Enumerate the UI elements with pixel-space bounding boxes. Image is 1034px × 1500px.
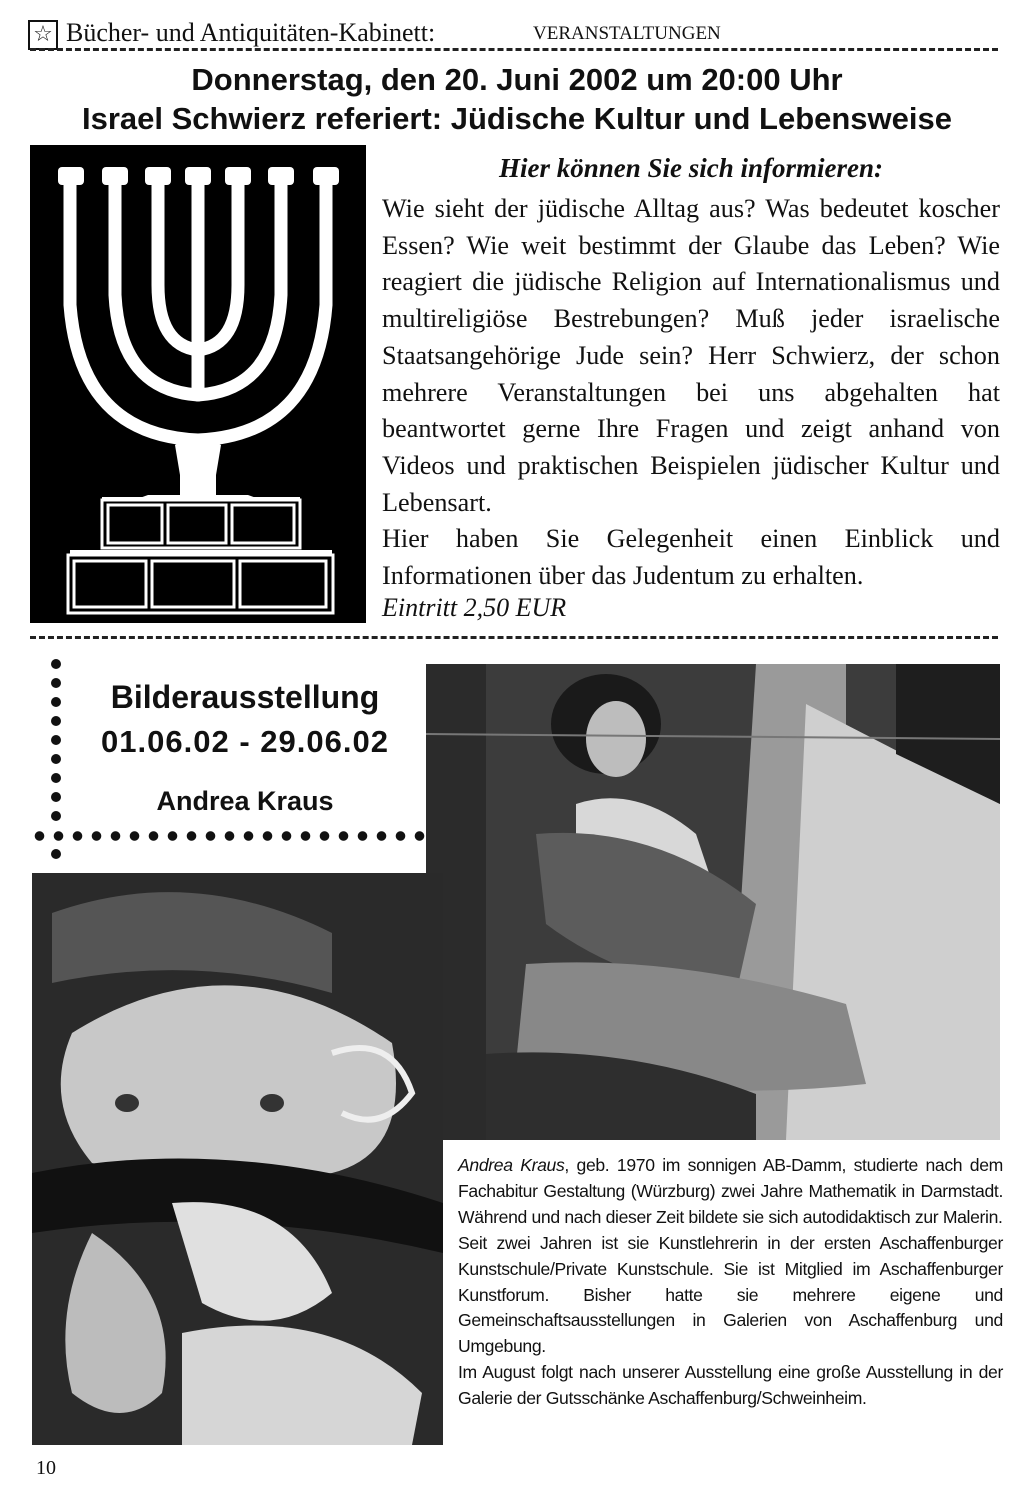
header-rule bbox=[30, 48, 998, 51]
dot bbox=[51, 792, 61, 802]
dot bbox=[51, 697, 61, 707]
exhibition-title: Bilderausstellung bbox=[110, 679, 380, 715]
star-icon: ☆ bbox=[28, 20, 58, 50]
section-title: VERANSTALTUNGEN bbox=[533, 23, 721, 44]
dot bbox=[51, 811, 61, 821]
exhibition-dates: 01.06.02 - 29.06.02 bbox=[101, 724, 389, 759]
event-description-paragraph: Hier haben Sie Gelegenheit einen Einblick und Informationen über das Judentum zu erhalten. bbox=[382, 524, 1000, 591]
biography-paragraph bbox=[458, 1153, 1003, 1231]
menorah-image bbox=[30, 145, 366, 623]
dot bbox=[51, 716, 61, 726]
publication-title: Bücher- und Antiquitäten-Kabinett: bbox=[66, 18, 436, 47]
dot bbox=[51, 849, 61, 859]
dot bbox=[51, 659, 61, 669]
event-title-headline: Israel Schwierz referiert: Jüdische Kultur und Lebensweise bbox=[82, 101, 952, 136]
exhibition-artist: Andrea Kraus bbox=[156, 786, 334, 816]
biography-paragraph: Seit zwei Jahren ist sie Kunstlehrerin in der ersten Aschaffenburger Kunstschule/Private Kunstschule. Sie ist Mitglied im Aschaffenburger Kunstforum. Bisher hatte sie mehrere eigene und Gemeinschaftsausstellungen in Galerien von Aschaffenburg und Umgebung. bbox=[458, 1232, 1003, 1357]
dot bbox=[51, 754, 61, 764]
artist-name: Andrea Kraus bbox=[458, 1155, 565, 1175]
event-subheading: Hier können Sie sich informieren: bbox=[498, 153, 884, 183]
artist-biography bbox=[458, 1153, 1003, 1412]
event-date-headline: Donnerstag, den 20. Juni 2002 um 20:00 Uhr bbox=[191, 62, 843, 97]
page-number: 10 bbox=[36, 1457, 56, 1479]
menorah-icon bbox=[30, 145, 366, 623]
dot bbox=[51, 735, 61, 745]
dot bbox=[51, 773, 61, 783]
biography-text: , geb. 1970 im sonnigen AB-Damm, studierte nach dem Fachabitur Gestaltung (Würzburg) zwei Jahre Mathematik in Darmstadt. Während und nach dieser Zeit bildete sie sich autodidaktisch zur Malerin. bbox=[458, 1155, 1003, 1227]
event-description bbox=[382, 191, 1000, 595]
dotted-border bbox=[30, 830, 430, 842]
dot bbox=[51, 678, 61, 688]
painting-embrace bbox=[32, 873, 443, 1445]
painting-seated-woman bbox=[426, 664, 1000, 1140]
admission-price: Eintritt 2,50 EUR bbox=[382, 593, 567, 622]
section-divider bbox=[30, 636, 998, 639]
biography-paragraph: Im August folgt nach unserer Ausstellung eine große Ausstellung in der Galerie der Gutsschänke Aschaffenburg/Schweinheim. bbox=[458, 1362, 1003, 1409]
event-description-paragraph: Wie sieht der jüdische Alltag aus? Was bedeutet koscher Essen? Wie weit bestimmt der Glaube das Leben? Wie reagiert die jüdische Religion auf Internationalismus und multireligiöse Bestrebungen? Muß jeder israelische Staatsangehörige Jude sein? Herr Schwierz, der schon mehrere Veranstaltungen bei uns abgehalten hat beantwortet gerne Ihre Fragen und zeigt anhand von Videos und praktischen Beispielen jüdischer Kultur und Lebensart. bbox=[382, 194, 1000, 517]
